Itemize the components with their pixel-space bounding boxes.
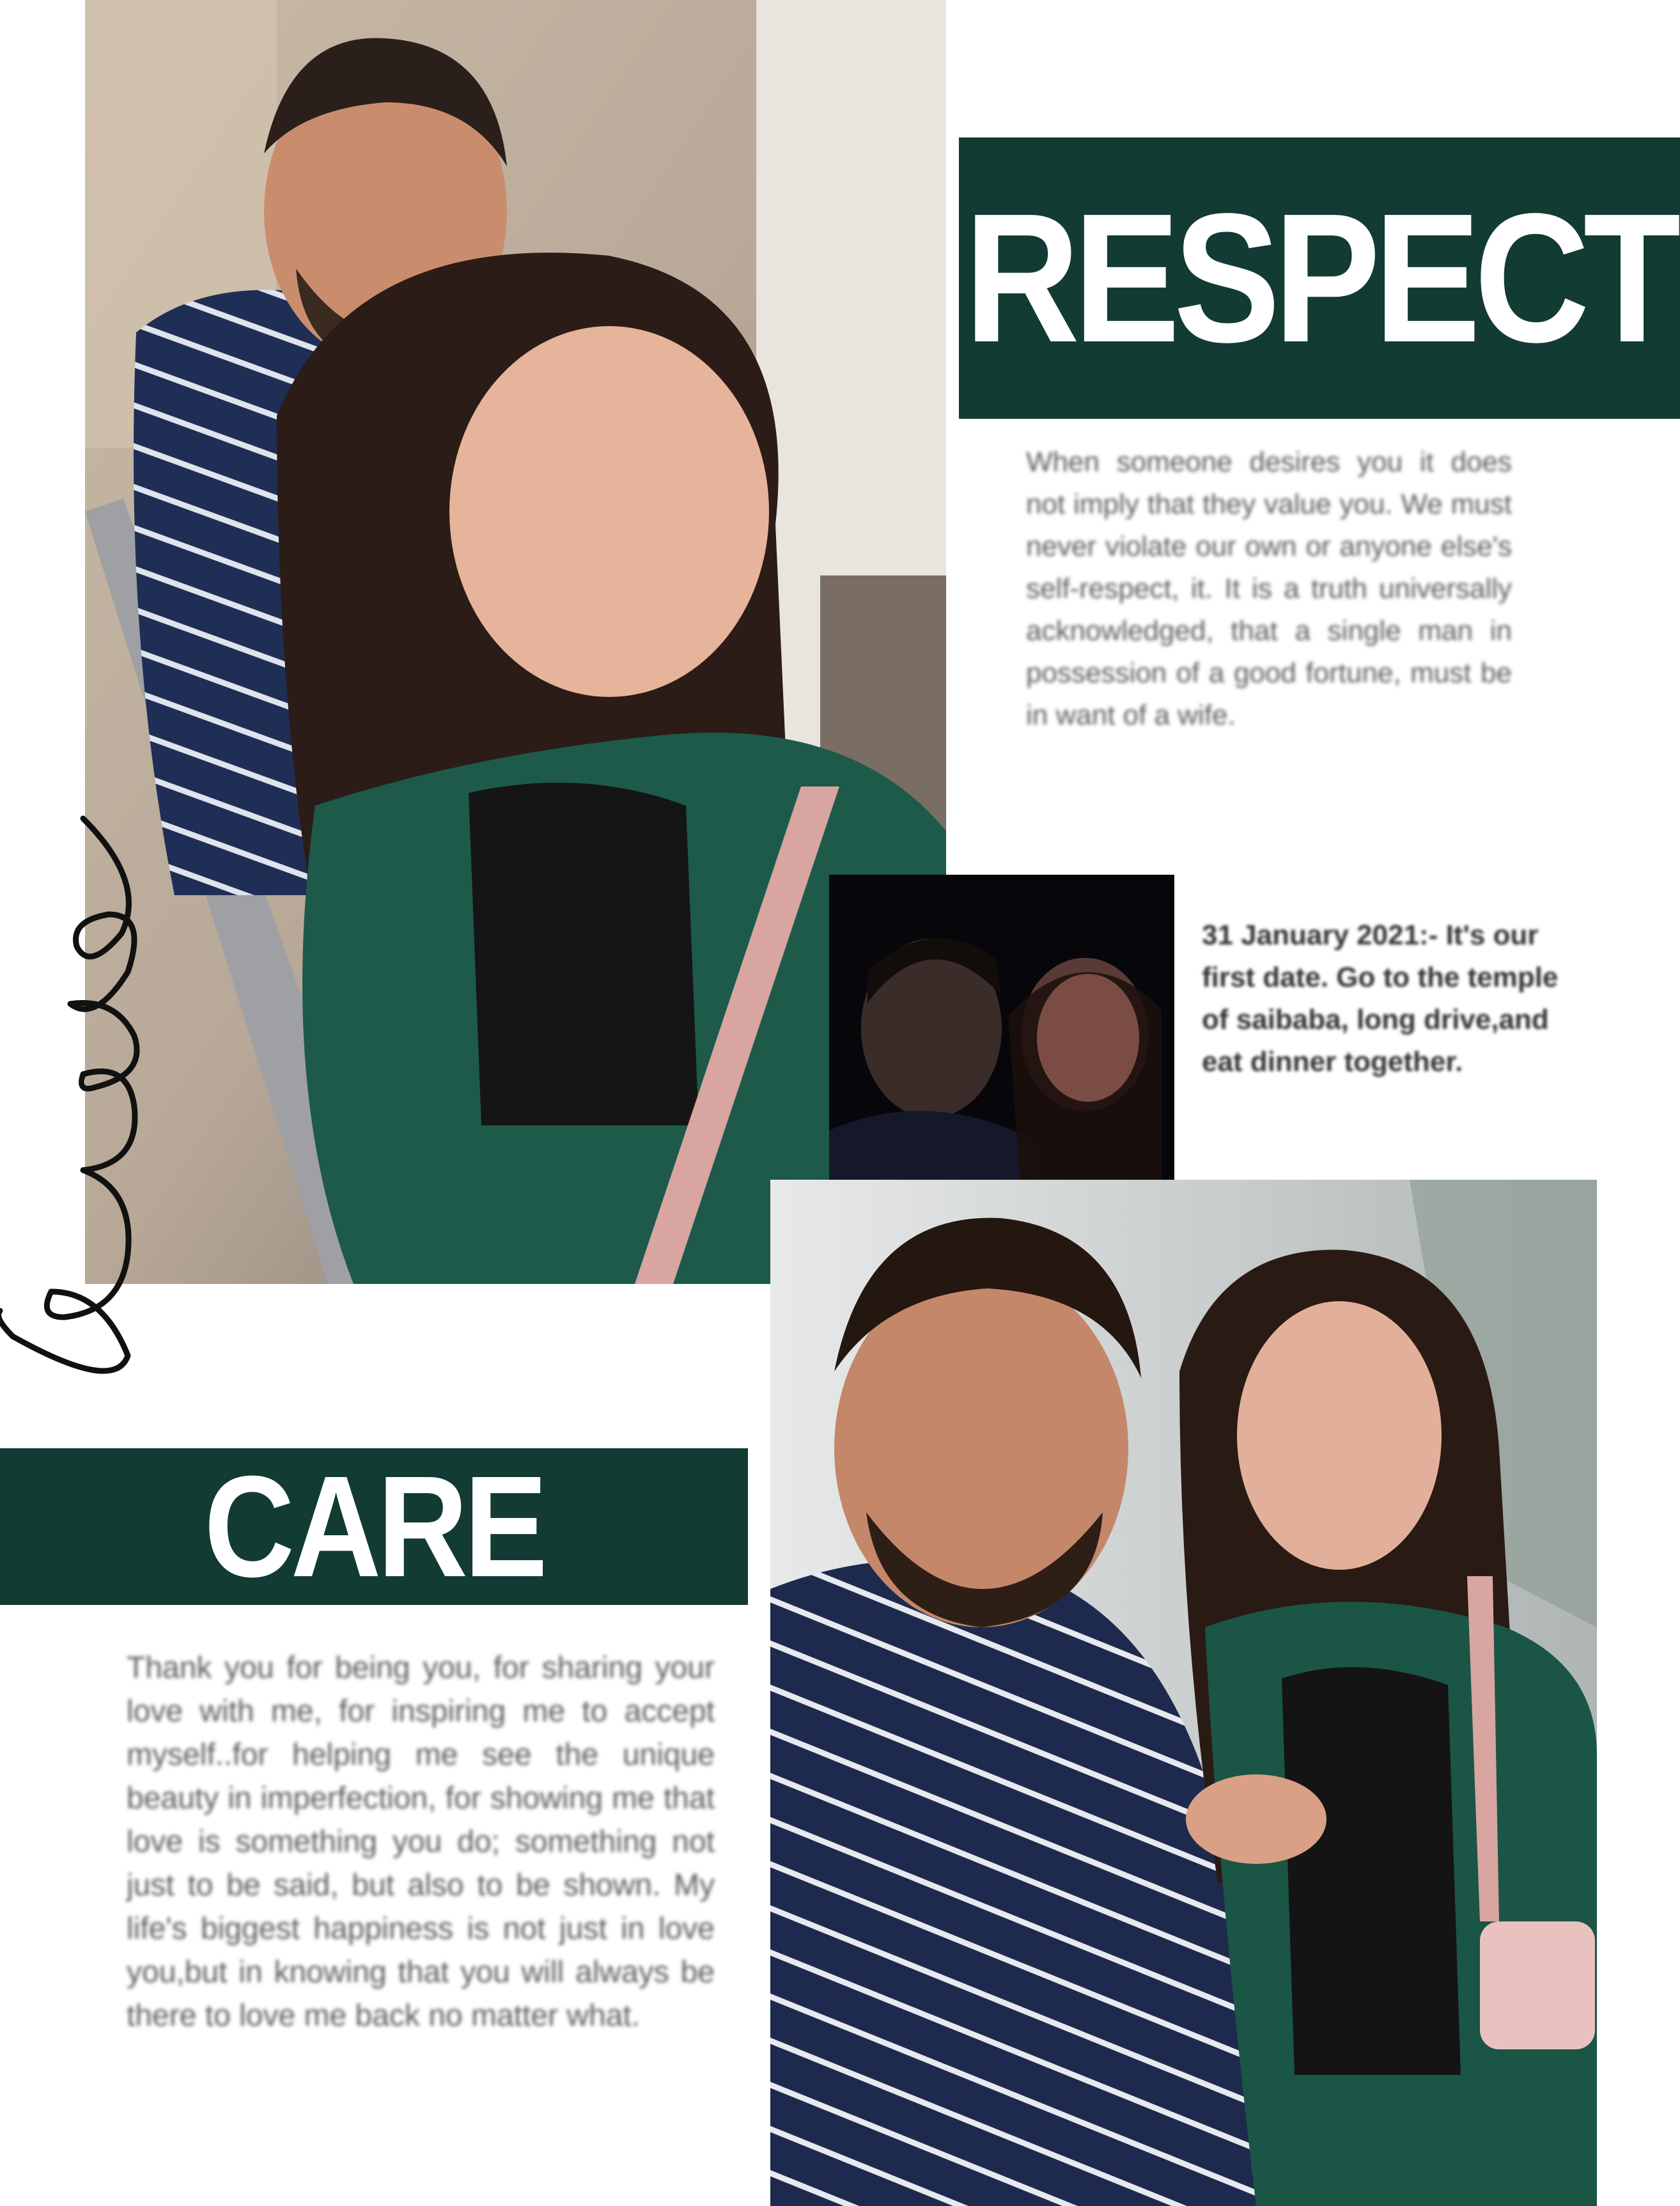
love-signature <box>0 806 166 1413</box>
couple-selfie-photo-top <box>85 0 946 1284</box>
care-paragraph: Thank you for being you, for sharing your love with me, for inspiring me to accept myself..for helping me see the unique beauty in imperfection, for showing me that love is something you do; something not just to be said, but also to be shown. My life's biggest happiness is not just in love you,but in knowing that you will always be there to love me back no matter what. <box>127 1651 715 2033</box>
couple-selfie-photo-bottom <box>770 1180 1597 2206</box>
first-date-caption: 31 January 2021:- It's our first date. Go to the temple of saibaba, long drive,and eat dinner together. <box>1202 919 1559 1077</box>
respect-heading: RESPECT <box>964 175 1675 380</box>
care-heading: CARE <box>204 1446 544 1607</box>
care-heading-banner <box>0 1448 748 1605</box>
respect-heading-banner <box>959 137 1680 419</box>
respect-paragraph: When someone desires you it does not imply that they value you. We must never violate our own or anyone else's self-respect, it. It is a truth universally acknowledged, that a single man in possession of a good fortune, must be in want of a wife. <box>1026 446 1512 731</box>
